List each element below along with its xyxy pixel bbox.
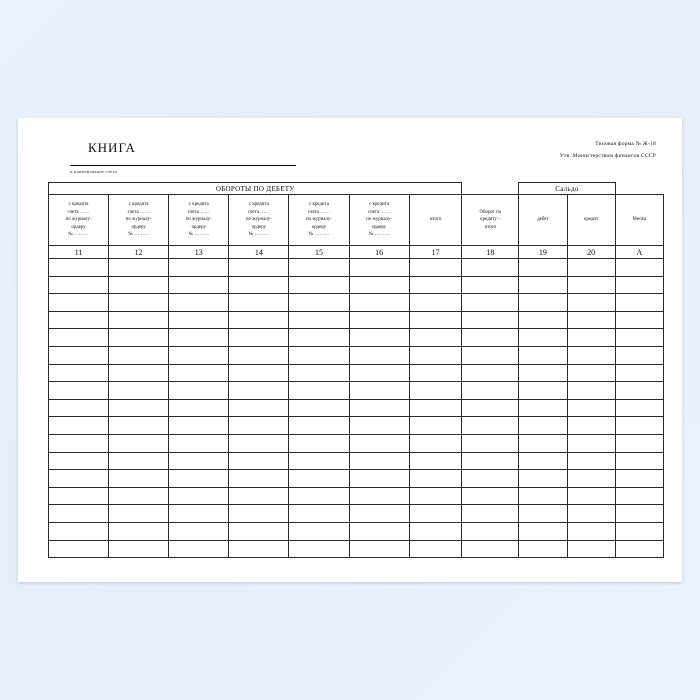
column-number-14: 14 [229,246,289,259]
table-cell[interactable] [169,399,229,417]
table-cell[interactable] [519,364,567,382]
table-cell[interactable] [462,259,519,277]
table-cell[interactable] [349,259,409,277]
table-row[interactable] [49,487,664,505]
col-line: по журналу- [366,217,393,223]
table-cell[interactable] [567,346,615,364]
table-cell[interactable] [615,417,663,435]
table-cell[interactable] [229,540,289,558]
table-cell[interactable] [519,382,567,400]
title-block [70,140,330,174]
form-meta [416,138,656,162]
table-cell[interactable] [49,346,109,364]
table-cell[interactable] [462,470,519,488]
col-line: с кредита [369,202,389,208]
table-cell[interactable] [289,434,349,452]
table-row[interactable] [49,364,664,382]
title-underline [70,165,296,166]
col-line: ордеру [371,224,387,230]
table-cell[interactable] [169,540,229,558]
table-cell[interactable] [109,276,169,294]
table-cell[interactable] [289,382,349,400]
col-line: итого [429,217,442,223]
table-cell[interactable] [519,276,567,294]
title-caption: и наименование счета [70,169,117,174]
table-cell[interactable] [49,522,109,540]
table-cell[interactable] [462,294,519,312]
table-cell[interactable] [289,329,349,347]
table-cell[interactable] [229,259,289,277]
table-cell[interactable] [567,470,615,488]
table-cell[interactable] [567,399,615,417]
table-cell[interactable] [615,346,663,364]
table-cell[interactable] [409,329,462,347]
table-cell[interactable] [409,311,462,329]
table-cell[interactable] [409,452,462,470]
table-cell[interactable] [567,382,615,400]
table-cell[interactable] [49,487,109,505]
column-header-20 [567,195,615,246]
col-line: по журналу- [125,217,152,223]
column-number-11: 11 [49,246,109,259]
column-header-16 [349,195,409,246]
table-cell[interactable] [462,399,519,417]
col-line: кредиту – [480,217,501,223]
table-cell[interactable] [567,505,615,523]
table-cell[interactable] [519,452,567,470]
table-cell[interactable] [349,505,409,523]
document-header [48,134,664,178]
table-cell[interactable] [229,382,289,400]
table-row[interactable] [49,294,664,312]
table-row[interactable] [49,417,664,435]
table-cell[interactable] [49,470,109,488]
table-row[interactable] [49,399,664,417]
table-cell[interactable] [349,487,409,505]
col-line: ордеру [311,224,327,230]
col-line: ордеру [131,224,146,230]
table-cell[interactable] [289,505,349,523]
table-cell[interactable] [109,382,169,400]
col-line: с кредита [68,202,89,208]
table-cell[interactable] [169,487,229,505]
table-cell[interactable] [169,382,229,400]
table-cell[interactable] [289,276,349,294]
table-cell[interactable] [349,364,409,382]
table-cell[interactable] [567,434,615,452]
col-line: № ……… [248,232,270,238]
table-cell[interactable] [615,259,663,277]
table-cell[interactable] [349,311,409,329]
table-cell[interactable] [169,276,229,294]
table-cell[interactable] [169,452,229,470]
table-cell[interactable] [169,522,229,540]
column-number-12: 12 [109,246,169,259]
column-header-13 [169,195,229,246]
table-row[interactable] [49,329,664,347]
table-cell[interactable] [462,311,519,329]
column-header-17 [409,195,462,246]
table-cell[interactable] [289,522,349,540]
table-cell[interactable] [289,417,349,435]
table-cell[interactable] [49,434,109,452]
table-cell[interactable] [109,259,169,277]
table-cell[interactable] [289,311,349,329]
table-cell[interactable] [229,522,289,540]
col-line: с кредита [128,202,149,208]
table-cell[interactable] [349,346,409,364]
table-cell[interactable] [49,276,109,294]
col-line: счета …… [368,209,391,215]
table-cell[interactable] [109,487,169,505]
table-cell[interactable] [109,434,169,452]
table-cell[interactable] [229,294,289,312]
table-cell[interactable] [462,382,519,400]
col-line: счета …… [127,209,150,215]
table-cell[interactable] [409,399,462,417]
table-cell[interactable] [289,364,349,382]
table-cell[interactable] [49,364,109,382]
table-cell[interactable] [349,540,409,558]
table-cell[interactable] [519,329,567,347]
table-cell[interactable] [289,399,349,417]
table-cell[interactable] [462,505,519,523]
band-spacer-right [615,183,663,195]
table-cell[interactable] [409,382,462,400]
table-row[interactable] [49,540,664,558]
table-row[interactable] [49,522,664,540]
table-cell[interactable] [109,470,169,488]
column-number-16: 16 [349,246,409,259]
col-line: № ……… [368,232,390,238]
table-cell[interactable] [49,452,109,470]
table-cell[interactable] [409,434,462,452]
page-title: КНИГА [88,140,136,155]
table-cell[interactable] [349,276,409,294]
table-cell[interactable] [169,329,229,347]
table-cell[interactable] [409,522,462,540]
table-cell[interactable] [229,470,289,488]
table-cell[interactable] [519,505,567,523]
table-cell[interactable] [615,540,663,558]
table-cell[interactable] [409,259,462,277]
col-line: по журналу- [245,217,272,223]
table-cell[interactable] [229,505,289,523]
column-number-15: 15 [289,246,349,259]
table-cell[interactable] [567,364,615,382]
form-code: Типовая форма № Ж-18 [595,141,656,147]
table-cell[interactable] [519,346,567,364]
table-cell[interactable] [109,364,169,382]
table-cell[interactable] [49,505,109,523]
table-cell[interactable] [229,417,289,435]
table-cell[interactable] [567,259,615,277]
col-line: ордеру [191,224,206,230]
col-line: с кредита [309,202,329,208]
table-cell[interactable] [229,399,289,417]
col-line: итого [484,224,497,230]
table-cell[interactable] [169,259,229,277]
table-cell[interactable] [349,329,409,347]
col-line: ордеру [71,224,86,230]
table-cell[interactable] [519,311,567,329]
col-line: № ……… [68,232,89,238]
table-row[interactable] [49,505,664,523]
column-number-19: 19 [519,246,567,259]
table-cell[interactable] [229,452,289,470]
column-header-18 [462,195,519,246]
table-cell[interactable] [169,364,229,382]
col-line: по журналу- [185,217,212,223]
table-cell[interactable] [519,540,567,558]
table-cell[interactable] [409,487,462,505]
column-number-row [49,246,664,259]
table-cell[interactable] [229,329,289,347]
col-line: дебет [537,217,549,223]
table-cell[interactable] [49,311,109,329]
col-line: № ……… [188,232,210,238]
table-cell[interactable] [289,470,349,488]
table-row[interactable] [49,382,664,400]
table-cell[interactable] [615,382,663,400]
table-cell[interactable] [349,452,409,470]
document-sheet [18,118,682,582]
table-cell[interactable] [49,540,109,558]
table-cell[interactable] [615,311,663,329]
table-cell[interactable] [289,452,349,470]
table-cell[interactable] [567,294,615,312]
table-cell[interactable] [567,417,615,435]
table-cell[interactable] [462,487,519,505]
document-content [48,134,664,572]
table-cell[interactable] [349,470,409,488]
band-debit-turnover: ОБОРОТЫ ПО ДЕБЕТУ [49,183,462,195]
table-cell[interactable] [49,294,109,312]
table-cell[interactable] [462,452,519,470]
table-cell[interactable] [409,276,462,294]
table-cell[interactable] [349,522,409,540]
table-cell[interactable] [519,399,567,417]
table-cell[interactable] [109,522,169,540]
table-row[interactable] [49,452,664,470]
column-number-17: 17 [409,246,462,259]
column-header-month [615,195,663,246]
table-cell[interactable] [519,434,567,452]
table-cell[interactable] [289,346,349,364]
table-cell[interactable] [169,346,229,364]
col-line: Месяц [632,217,647,223]
band-spacer [462,183,519,195]
table-cell[interactable] [49,417,109,435]
table-row[interactable] [49,311,664,329]
table-cell[interactable] [462,540,519,558]
col-line: с кредита [188,202,209,208]
table-cell[interactable] [462,346,519,364]
ledger-table [48,182,664,558]
table-cell[interactable] [349,294,409,312]
table-cell[interactable] [109,540,169,558]
col-line: счета …… [307,209,331,215]
column-header-11 [49,195,109,246]
table-cell[interactable] [169,434,229,452]
table-cell[interactable] [289,259,349,277]
table-cell[interactable] [615,487,663,505]
table-cell[interactable] [229,364,289,382]
ledger-body [49,259,664,558]
table-cell[interactable] [567,522,615,540]
table-row[interactable] [49,346,664,364]
col-line: счета …… [67,209,90,215]
table-row[interactable] [49,434,664,452]
table-cell[interactable] [462,329,519,347]
table-cell[interactable] [169,294,229,312]
table-cell[interactable] [462,522,519,540]
table-cell[interactable] [49,259,109,277]
table-cell[interactable] [409,294,462,312]
table-cell[interactable] [229,346,289,364]
table-cell[interactable] [169,505,229,523]
table-cell[interactable] [615,399,663,417]
table-cell[interactable] [109,346,169,364]
table-row[interactable] [49,276,664,294]
table-row[interactable] [49,470,664,488]
table-cell[interactable] [229,434,289,452]
band-saldo: Сальдо [519,183,615,195]
table-cell[interactable] [349,434,409,452]
table-cell[interactable] [615,522,663,540]
col-line: счета …… [187,209,210,215]
table-cell[interactable] [519,417,567,435]
table-cell[interactable] [409,364,462,382]
table-cell[interactable] [289,487,349,505]
table-cell[interactable] [615,364,663,382]
column-header-15 [289,195,349,246]
table-cell[interactable] [109,294,169,312]
column-number-month: А [615,246,663,259]
col-line: счета …… [247,209,270,215]
table-cell[interactable] [615,452,663,470]
column-header-12 [109,195,169,246]
col-line: № ……… [128,232,149,238]
form-approver: Утв. Министерством финансов СССР [559,153,656,159]
table-cell[interactable] [229,487,289,505]
table-cell[interactable] [109,452,169,470]
column-header-row [49,195,664,246]
table-cell[interactable] [567,311,615,329]
table-cell[interactable] [289,294,349,312]
col-line: № ……… [308,232,330,238]
table-cell[interactable] [615,434,663,452]
table-cell[interactable] [409,417,462,435]
column-number-13: 13 [169,246,229,259]
table-cell[interactable] [615,470,663,488]
table-cell[interactable] [462,417,519,435]
table-cell[interactable] [567,452,615,470]
table-cell[interactable] [109,417,169,435]
table-cell[interactable] [409,540,462,558]
table-cell[interactable] [409,346,462,364]
table-cell[interactable] [519,487,567,505]
table-cell[interactable] [229,311,289,329]
col-line: ордеру [251,224,267,230]
col-line: кредит [584,217,599,223]
table-cell[interactable] [289,540,349,558]
band-row [49,183,664,195]
col-line: по журналу- [65,217,92,223]
table-cell[interactable] [349,417,409,435]
table-cell[interactable] [409,470,462,488]
column-number-20: 20 [567,246,615,259]
col-line: Оборот по [479,209,502,215]
table-cell[interactable] [109,505,169,523]
table-cell[interactable] [49,399,109,417]
table-cell[interactable] [519,259,567,277]
col-line: по журналу- [306,217,332,223]
table-cell[interactable] [409,505,462,523]
table-row[interactable] [49,259,664,277]
table-cell[interactable] [49,382,109,400]
table-cell[interactable] [349,399,409,417]
table-cell[interactable] [229,276,289,294]
column-header-19 [519,195,567,246]
table-cell[interactable] [169,470,229,488]
table-cell[interactable] [462,434,519,452]
table-cell[interactable] [169,417,229,435]
table-cell[interactable] [462,276,519,294]
table-cell[interactable] [615,276,663,294]
table-cell[interactable] [567,276,615,294]
table-cell[interactable] [109,399,169,417]
table-cell[interactable] [109,329,169,347]
col-line: с кредита [248,202,269,208]
table-cell[interactable] [615,294,663,312]
table-cell[interactable] [567,329,615,347]
table-cell[interactable] [519,522,567,540]
table-cell[interactable] [615,329,663,347]
table-cell[interactable] [349,382,409,400]
table-cell[interactable] [169,311,229,329]
table-cell[interactable] [462,364,519,382]
table-cell[interactable] [519,470,567,488]
table-cell[interactable] [615,505,663,523]
column-number-18: 18 [462,246,519,259]
table-cell[interactable] [567,487,615,505]
table-cell[interactable] [49,329,109,347]
table-cell[interactable] [567,540,615,558]
table-cell[interactable] [519,294,567,312]
table-cell[interactable] [109,311,169,329]
column-header-14 [229,195,289,246]
